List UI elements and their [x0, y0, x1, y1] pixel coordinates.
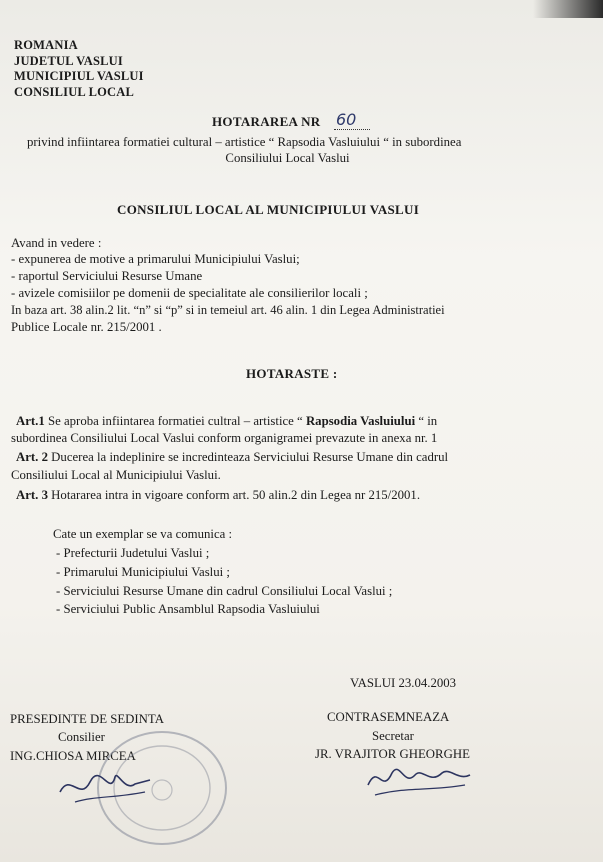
article-2-label: Art. 2: [16, 450, 48, 464]
decision-subject-line2: Consiliului Local Vaslui: [225, 151, 350, 165]
preamble-legal-2: Publice Locale nr. 215/2001 .: [11, 320, 162, 334]
article-1-text-b: “ in: [415, 414, 438, 428]
article-3-text: Hotararea intra in vigoare conform art. 50 alin.2 din Legea nr 215/2001.: [47, 488, 421, 502]
decision-number-handwritten: 60: [336, 110, 357, 129]
article-1-text-a: Se aproba infiintarea formatiei cultral – artistice “: [44, 414, 306, 428]
preamble-item-3: - avizele comisiilor pe domenii de specialitate ale consilierilor locali ;: [11, 286, 368, 300]
distribution-intro: Cate un exemplar se va comunica :: [53, 527, 233, 541]
header-country: ROMANIA: [14, 38, 78, 52]
distribution-item-3: - Serviciului Resurse Umane din cadrul Consiliului Local Vaslui ;: [56, 584, 393, 598]
header-council: CONSILIUL LOCAL: [14, 85, 135, 99]
scan-edge-shadow: [533, 0, 603, 18]
preamble-item-2: - raportul Serviciului Resurse Umane: [11, 269, 203, 283]
preamble-intro: Avand in vedere :: [11, 236, 102, 250]
article-1-bold-name: Rapsodia Vasluiului: [305, 414, 416, 428]
decision-title: HOTARAREA NR: [212, 114, 321, 129]
signature-left-role: Consilier: [58, 730, 105, 744]
article-2-line2: Consiliului Local al Municipiului Vaslui.: [11, 468, 221, 482]
signature-left-title: PRESEDINTE DE SEDINTA: [10, 712, 164, 726]
article-1-line1: [16, 415, 437, 428]
distribution-item-2: - Primarului Municipiului Vaslui ;: [56, 565, 230, 579]
header-county: JUDETUL VASLUI: [14, 54, 123, 68]
article-1-label: Art.1: [16, 414, 45, 428]
article-2-line1: [16, 451, 448, 464]
left-handwritten-signature: [55, 762, 165, 812]
header-municipality: MUNICIPIUL VASLUI: [14, 69, 144, 83]
article-3-line1: [16, 489, 420, 502]
signature-left-name: ING.CHIOSA MIRCEA: [10, 749, 136, 763]
article-1-line2: subordinea Consiliului Local Vaslui conform organigramei prevazute in anexa nr. 1: [11, 431, 438, 445]
right-handwritten-signature: [360, 755, 480, 805]
signature-right-title: CONTRASEMNEAZA: [327, 710, 450, 724]
decision-subject-line1: privind infiintarea formatiei cultural – artistice “ Rapsodia Vasluiului “ in subordinea: [27, 135, 462, 149]
resolves-heading: HOTARASTE :: [246, 366, 338, 381]
preamble-legal-1: In baza art. 38 alin.2 lit. “n” si “p” si in temeiul art. 46 alin. 1 din Legea Administratiei: [11, 303, 445, 317]
article-3-label: Art. 3: [16, 488, 48, 502]
place-date: VASLUI 23.04.2003: [350, 676, 457, 690]
signature-right-role: Secretar: [372, 729, 414, 743]
article-2-text: Ducerea la indeplinire se incredinteaza Serviciului Resurse Umane din cadrul: [47, 450, 449, 464]
distribution-item-1: - Prefecturii Judetului Vaslui ;: [56, 546, 210, 560]
number-underline: [334, 129, 370, 130]
council-heading: CONSILIUL LOCAL AL MUNICIPIULUI VASLUI: [117, 202, 420, 217]
signature-right-name: JR. VRAJITOR GHEORGHE: [315, 747, 470, 761]
preamble-item-1: - expunerea de motive a primarului Municipiului Vaslui;: [11, 252, 300, 266]
distribution-item-4: - Serviciului Public Ansamblul Rapsodia Vasluiului: [56, 602, 320, 616]
